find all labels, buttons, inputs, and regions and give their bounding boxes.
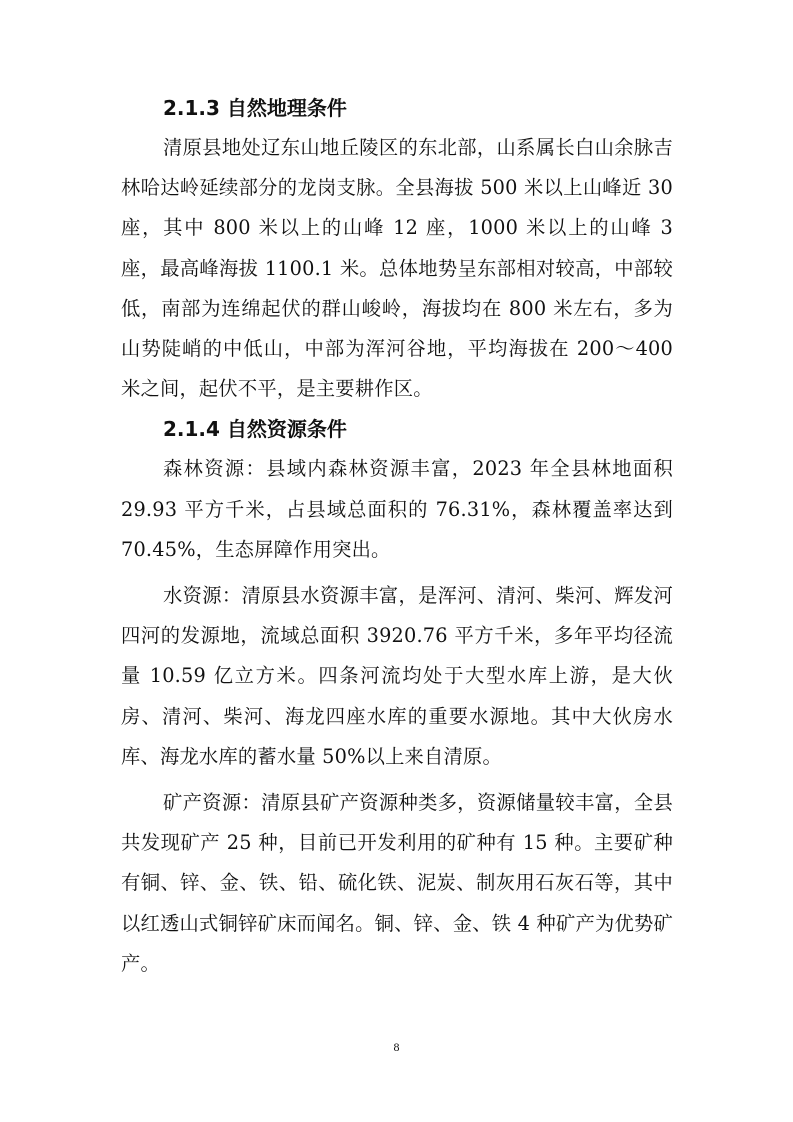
paragraph-natural-geography: 清原县地处辽东山地丘陵区的东北部，山系属长白山余脉吉林哈达岭延续部分的龙岗支脉。全县海拔 500 米以上山峰近 30 座，其中 800 米以上的山峰 12 座，1000 米以上的山峰 3 座，最高峰海拔 1100.1 米。总体地势呈东部相对较高，中部较低，南部为连绵起伏的群山峻岭，海拔均在 800 米左右，多为山势陡峭的中低山，中部为浑河谷地，平均海拔在 200～400 米之间，起伏不平，是主要耕作区。 — [121, 136, 673, 401]
paragraph-mineral-resources: 矿产资源：清原县矿产资源种类多，资源储量较丰富，全县共发现矿产 25 种，目前已开发利用的矿种有 15 种。主要矿种有铜、锌、金、铁、铅、硫化铁、泥炭、制灰用石灰石等，其中以红透山式铜锌矿床而闻名。铜、锌、金、铁 4 种矿产为优势矿产。 — [121, 791, 673, 975]
page-number: 8 — [393, 1040, 400, 1054]
paragraph-water-resources: 水资源：清原县水资源丰富，是浑河、清河、柴河、辉发河四河的发源地，流域总面积 3920.76 平方千米，多年平均径流量 10.59 亿立方米。四条河流均处于大型水库上游，是大伙房、清河、柴河、海龙四座水库的重要水源地。其中大伙房水库、海龙水库的蓄水量 50%以上来自清原。 — [121, 584, 673, 768]
paragraph-forest-resources: 森林资源：县域内森林资源丰富，2023 年全县林地面积 29.93 平方千米，占县域总面积的 76.31%，森林覆盖率达到 70.45%，生态屏障作用突出。 — [121, 457, 673, 561]
page-content — [121, 88, 673, 984]
section-heading: 2.1.4 自然资源条件 — [163, 417, 347, 442]
section-heading: 2.1.3 自然地理条件 — [163, 96, 347, 120]
